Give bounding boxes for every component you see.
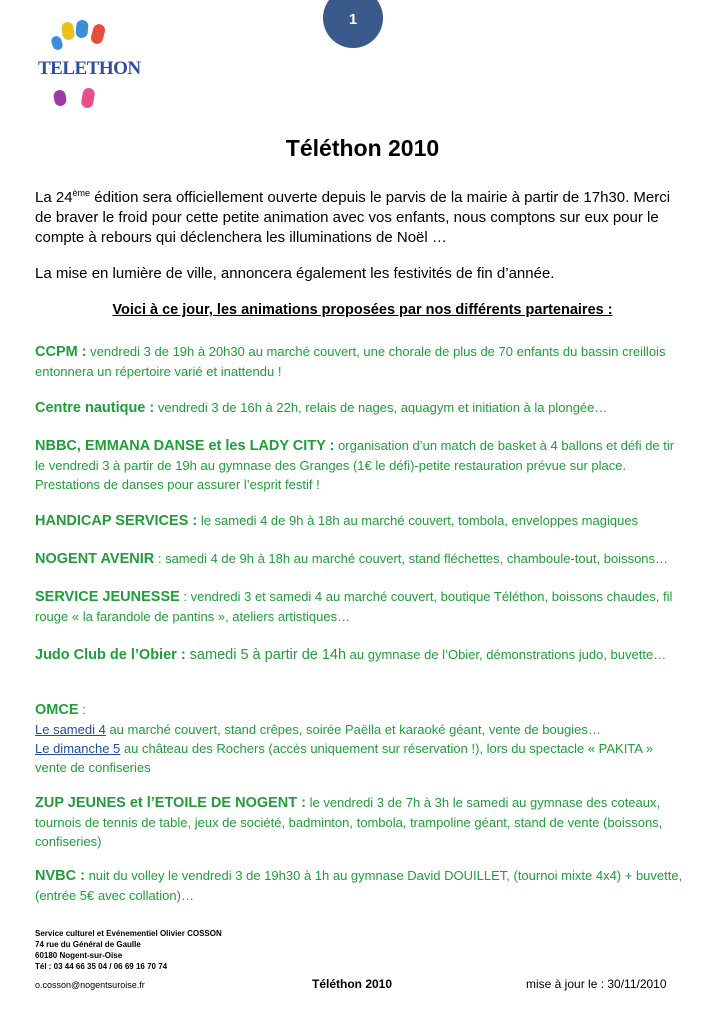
entry-nbbc: NBBC, EMMANA DANSE et les LADY CITY : organisation d’un match de basket à 4 ballons et défi de tir le vendredi 3 à partir de 19h au gymnase des Granges (1€ le défi)-petite restauration prévue sur place. Prestations de danses pour assurer l’esprit festif ! xyxy=(35,438,675,492)
intro-paragraph-2: La mise en lumière de ville, annoncera également les festivités de fin d’année. xyxy=(35,265,555,282)
logo-text: TELETHON xyxy=(38,58,141,79)
page-number: 1 xyxy=(348,11,358,28)
footer-contact: Service culturel et Evénementiel Olivier COSSON 74 rue du Général de Gaulle 60180 Nogent-sur-Oise Tél : 03 44 66 35 04 / 06 69 16 70 74 xyxy=(35,929,222,971)
entry-judo-club: Judo Club de l’Obier : samedi 5 à partir de 14h au gymnase de l’Obier, démonstrations judo, buvette… xyxy=(35,647,667,663)
logo-hand-blue xyxy=(75,20,89,39)
entry-nogent-avenir: NOGENT AVENIR : samedi 4 de 9h à 18h au marché couvert, stand fléchettes, chamboule-tout, boissons… xyxy=(35,551,669,567)
footer-title: Téléthon 2010 xyxy=(312,977,393,991)
logo-hand-pink xyxy=(80,87,95,109)
entry-omce: OMCE : Le samedi 4 au marché couvert, stand crêpes, soirée Paëlla et karaoké géant, vente de bougies… Le dimanche 5 au château des Rochers (accès uniquement sur réservation !), lors du spectacle « PAKITA » vente de confiseries xyxy=(35,702,654,775)
entry-ccpm: CCPM : vendredi 3 de 19h à 20h30 au marché couvert, une chorale de plus de 70 enfants du bassin creillois entonnera un répertoire varié et inattendu ! xyxy=(35,344,666,379)
entry-nvbc: NVBC : nuit du volley le vendredi 3 de 19h30 à 1h au gymnase David DOUILLET, (tournoi mixte 4x4) + buvette, (entrée 5€ avec collation)… xyxy=(35,868,683,903)
entry-centre-nautique: Centre nautique : vendredi 3 de 16h à 22h, relais de nages, aquagym et initiation à la plongée… xyxy=(35,400,608,416)
logo-hand-blue-small xyxy=(50,35,64,52)
footer-update-date: mise à jour le : 30/11/2010 xyxy=(526,977,667,991)
page-title: Téléthon 2010 xyxy=(285,135,440,161)
footer-email: o.cosson@nogentsuroise.fr xyxy=(35,980,145,990)
intro-paragraph-1: La 24ème édition sera officiellement ouverte depuis le parvis de la mairie à partir de 17h30. Merci de braver le froid pour cette petite animation avec vos enfants, nous comptons sur eux pour le compte à rebours qui déclenchera les illuminations de Noël … xyxy=(35,188,671,246)
logo-hand-purple xyxy=(53,89,68,107)
entry-service-jeunesse: SERVICE JEUNESSE : vendredi 3 et samedi 4 au marché couvert, boutique Téléthon, boissons chaudes, fil rouge « la farandole de pantins », ateliers artistiques… xyxy=(35,589,673,624)
logo-hand-yellow xyxy=(61,21,76,41)
page-number-badge xyxy=(323,0,383,48)
logo-hand-red xyxy=(90,23,107,45)
entry-zup-jeunes: ZUP JEUNES et l’ETOILE DE NOGENT : le vendredi 3 de 7h à 3h le samedi au gymnase des coteaux, tournois de tennis de table, jeux de société, badminton, tombola, trampoline géant, stand de vente (boissons, confiseries) xyxy=(35,795,663,849)
entry-handicap-services: HANDICAP SERVICES : le samedi 4 de 9h à 18h au marché couvert, tombola, enveloppes magiques xyxy=(35,513,639,529)
partners-subtitle: Voici à ce jour, les animations proposées par nos différents partenaires : xyxy=(112,302,613,318)
